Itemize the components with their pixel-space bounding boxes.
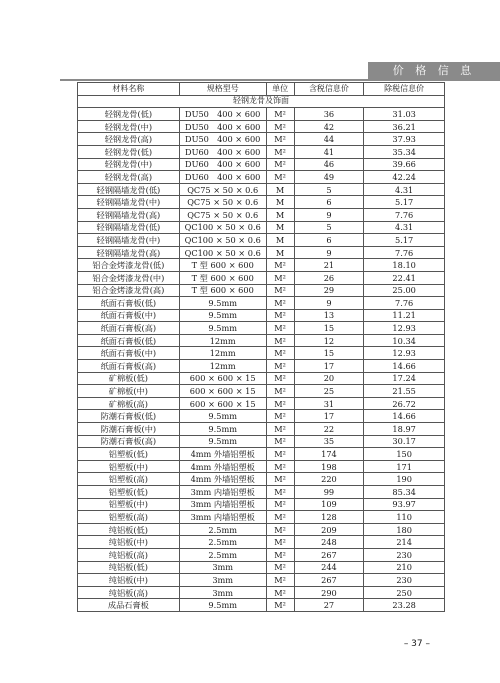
price-without-tax-cell: 5.17 xyxy=(364,234,445,247)
spec-cell: 3mm 内墙铝塑板 xyxy=(179,498,266,511)
price-without-tax-cell: 18.97 xyxy=(364,423,445,436)
table-row xyxy=(78,360,445,373)
price-without-tax-cell: 12.93 xyxy=(364,322,445,335)
material-name-cell: 纯铝板(中) xyxy=(78,536,180,549)
table-row xyxy=(78,208,445,221)
unit-cell: M² xyxy=(266,372,294,385)
spec-cell: 9.5mm xyxy=(179,410,266,423)
unit-cell: M² xyxy=(266,385,294,398)
table-row xyxy=(78,498,445,511)
unit-cell: M xyxy=(266,246,294,259)
table-row xyxy=(78,435,445,448)
spec-cell: 9.5mm xyxy=(179,423,266,436)
material-name-cell: 矿棉板(低) xyxy=(78,372,180,385)
price-with-tax-cell: 174 xyxy=(294,448,364,461)
material-name-cell: 防潮石膏板(低) xyxy=(78,410,180,423)
spec-cell: 4mm 外墙铝塑板 xyxy=(179,448,266,461)
spec-cell: 2.5mm xyxy=(179,536,266,549)
spec-cell: 3mm xyxy=(179,586,266,599)
table-row xyxy=(78,334,445,347)
table-row xyxy=(78,486,445,499)
spec-cell: 12mm xyxy=(179,360,266,373)
price-with-tax-cell: 20 xyxy=(294,372,364,385)
spec-cell: 9.5mm xyxy=(179,309,266,322)
spec-cell: 9.5mm xyxy=(179,435,266,448)
price-without-tax-cell: 180 xyxy=(364,523,445,536)
material-name-cell: 轻钢隔墙龙骨(中) xyxy=(78,234,180,247)
price-without-tax-cell: 18.10 xyxy=(364,259,445,272)
material-name-cell: 轻钢隔墙龙骨(高) xyxy=(78,208,180,221)
table-row xyxy=(78,221,445,234)
price-with-tax-cell: 9 xyxy=(294,297,364,310)
unit-cell: M² xyxy=(266,259,294,272)
price-with-tax-cell: 109 xyxy=(294,498,364,511)
price-without-tax-cell: 17.24 xyxy=(364,372,445,385)
price-with-tax-cell: 6 xyxy=(294,196,364,209)
price-with-tax-cell: 31 xyxy=(294,397,364,410)
unit-cell: M² xyxy=(266,297,294,310)
material-name-cell: 轻钢龙骨(低) xyxy=(78,145,180,158)
table-row xyxy=(78,158,445,171)
table-row xyxy=(78,284,445,297)
price-without-tax-cell: 36.21 xyxy=(364,120,445,133)
spec-cell: DU50 400 × 600 xyxy=(179,120,266,133)
unit-cell: M² xyxy=(266,347,294,360)
material-name-cell: 轻钢龙骨(中) xyxy=(78,158,180,171)
price-with-tax-cell: 15 xyxy=(294,347,364,360)
price-table xyxy=(77,82,445,612)
price-without-tax-cell: 26.72 xyxy=(364,397,445,410)
unit-cell: M² xyxy=(266,561,294,574)
price-with-tax-cell: 15 xyxy=(294,322,364,335)
material-name-cell: 纸面石膏板(高) xyxy=(78,360,180,373)
material-name-cell: 成品石膏板 xyxy=(78,599,180,612)
price-with-tax-cell: 267 xyxy=(294,548,364,561)
column-header: 除税信息价 xyxy=(364,83,445,96)
table-row xyxy=(78,561,445,574)
material-name-cell: 纯铝板(低) xyxy=(78,523,180,536)
price-with-tax-cell: 267 xyxy=(294,574,364,587)
material-name-cell: 铝塑板(低) xyxy=(78,448,180,461)
price-without-tax-cell: 11.21 xyxy=(364,309,445,322)
price-without-tax-cell: 190 xyxy=(364,473,445,486)
price-without-tax-cell: 5.17 xyxy=(364,196,445,209)
price-with-tax-cell: 42 xyxy=(294,120,364,133)
header-divider xyxy=(60,79,500,81)
unit-cell: M xyxy=(266,234,294,247)
price-with-tax-cell: 6 xyxy=(294,234,364,247)
price-with-tax-cell: 220 xyxy=(294,473,364,486)
price-without-tax-cell: 4.31 xyxy=(364,183,445,196)
spec-cell: QC100 × 50 × 0.6 xyxy=(179,221,266,234)
material-name-cell: 纸面石膏板(高) xyxy=(78,322,180,335)
price-with-tax-cell: 49 xyxy=(294,171,364,184)
material-name-cell: 防潮石膏板(中) xyxy=(78,423,180,436)
spec-cell: QC75 × 50 × 0.6 xyxy=(179,196,266,209)
spec-cell: 600 × 600 × 15 xyxy=(179,397,266,410)
spec-cell: 9.5mm xyxy=(179,297,266,310)
price-without-tax-cell: 150 xyxy=(364,448,445,461)
table-row xyxy=(78,536,445,549)
table-row xyxy=(78,271,445,284)
unit-cell: M² xyxy=(266,435,294,448)
material-name-cell: 铝塑板(高) xyxy=(78,511,180,524)
table-row xyxy=(78,309,445,322)
price-without-tax-cell: 21.55 xyxy=(364,385,445,398)
price-with-tax-cell: 9 xyxy=(294,208,364,221)
price-with-tax-cell: 17 xyxy=(294,360,364,373)
spec-cell: 4mm 外墙铝塑板 xyxy=(179,473,266,486)
price-without-tax-cell: 110 xyxy=(364,511,445,524)
price-without-tax-cell: 14.66 xyxy=(364,410,445,423)
spec-cell: 2.5mm xyxy=(179,523,266,536)
unit-cell: M² xyxy=(266,322,294,335)
table-row xyxy=(78,120,445,133)
unit-cell: M² xyxy=(266,284,294,297)
material-name-cell: 轻钢龙骨(高) xyxy=(78,171,180,184)
unit-cell: M² xyxy=(266,448,294,461)
spec-cell: T 型 600 × 600 xyxy=(179,284,266,297)
price-without-tax-cell: 23.28 xyxy=(364,599,445,612)
material-name-cell: 矿棉板(中) xyxy=(78,385,180,398)
price-with-tax-cell: 99 xyxy=(294,486,364,499)
table-row xyxy=(78,473,445,486)
material-name-cell: 铝塑板(中) xyxy=(78,498,180,511)
spec-cell: DU60 400 × 600 xyxy=(179,145,266,158)
unit-cell: M² xyxy=(266,410,294,423)
table-row xyxy=(78,108,445,121)
table-row xyxy=(78,385,445,398)
table-row xyxy=(78,246,445,259)
price-without-tax-cell: 25.00 xyxy=(364,284,445,297)
material-name-cell: 轻钢龙骨(中) xyxy=(78,120,180,133)
spec-cell: 9.5mm xyxy=(179,599,266,612)
spec-cell: 4mm 外墙铝塑板 xyxy=(179,460,266,473)
material-name-cell: 铝合金烤漆龙骨(高) xyxy=(78,284,180,297)
material-name-cell: 纯铝板(高) xyxy=(78,548,180,561)
table-row xyxy=(78,171,445,184)
price-without-tax-cell: 210 xyxy=(364,561,445,574)
spec-cell: QC100 × 50 × 0.6 xyxy=(179,234,266,247)
material-name-cell: 铝合金烤漆龙骨(中) xyxy=(78,271,180,284)
price-with-tax-cell: 25 xyxy=(294,385,364,398)
section-row xyxy=(78,95,445,108)
price-without-tax-cell: 4.31 xyxy=(364,221,445,234)
material-name-cell: 轻钢龙骨(高) xyxy=(78,133,180,146)
material-name-cell: 防潮石膏板(高) xyxy=(78,435,180,448)
table-row xyxy=(78,448,445,461)
price-with-tax-cell: 198 xyxy=(294,460,364,473)
table-row xyxy=(78,372,445,385)
table-row xyxy=(78,347,445,360)
price-with-tax-cell: 5 xyxy=(294,221,364,234)
section-heading: 轻钢龙骨及饰面 xyxy=(78,95,445,108)
unit-cell: M² xyxy=(266,574,294,587)
material-name-cell: 纯铝板(高) xyxy=(78,586,180,599)
unit-cell: M² xyxy=(266,486,294,499)
table-row xyxy=(78,297,445,310)
section-title-tab: 价 格 信 息 xyxy=(368,62,500,80)
unit-cell: M xyxy=(266,221,294,234)
price-with-tax-cell: 12 xyxy=(294,334,364,347)
table-row xyxy=(78,423,445,436)
unit-cell: M² xyxy=(266,536,294,549)
unit-cell: M² xyxy=(266,145,294,158)
unit-cell: M² xyxy=(266,171,294,184)
spec-cell: QC75 × 50 × 0.6 xyxy=(179,208,266,221)
material-name-cell: 轻钢隔墙龙骨(中) xyxy=(78,196,180,209)
price-without-tax-cell: 214 xyxy=(364,536,445,549)
table-row xyxy=(78,259,445,272)
unit-cell: M² xyxy=(266,423,294,436)
price-without-tax-cell: 93.97 xyxy=(364,498,445,511)
spec-cell: 3mm 内墙铝塑板 xyxy=(179,511,266,524)
unit-cell: M² xyxy=(266,523,294,536)
material-name-cell: 铝塑板(中) xyxy=(78,460,180,473)
table-row xyxy=(78,183,445,196)
spec-cell: QC75 × 50 × 0.6 xyxy=(179,183,266,196)
price-without-tax-cell: 31.03 xyxy=(364,108,445,121)
spec-cell: 12mm xyxy=(179,334,266,347)
spec-cell: T 型 600 × 600 xyxy=(179,271,266,284)
spec-cell: 3mm xyxy=(179,574,266,587)
price-with-tax-cell: 244 xyxy=(294,561,364,574)
table-row xyxy=(78,234,445,247)
spec-cell: 3mm 内墙铝塑板 xyxy=(179,486,266,499)
price-without-tax-cell: 14.66 xyxy=(364,360,445,373)
price-with-tax-cell: 36 xyxy=(294,108,364,121)
spec-cell: 600 × 600 × 15 xyxy=(179,372,266,385)
unit-cell: M² xyxy=(266,360,294,373)
unit-cell: M² xyxy=(266,586,294,599)
table-row xyxy=(78,511,445,524)
material-name-cell: 纯铝板(中) xyxy=(78,574,180,587)
price-with-tax-cell: 17 xyxy=(294,410,364,423)
price-without-tax-cell: 230 xyxy=(364,574,445,587)
price-without-tax-cell: 12.93 xyxy=(364,347,445,360)
material-name-cell: 纸面石膏板(中) xyxy=(78,309,180,322)
price-with-tax-cell: 46 xyxy=(294,158,364,171)
price-with-tax-cell: 35 xyxy=(294,435,364,448)
material-name-cell: 铝塑板(高) xyxy=(78,473,180,486)
table-row xyxy=(78,586,445,599)
price-with-tax-cell: 5 xyxy=(294,183,364,196)
spec-cell: 600 × 600 × 15 xyxy=(179,385,266,398)
material-name-cell: 铝塑板(低) xyxy=(78,486,180,499)
price-with-tax-cell: 26 xyxy=(294,271,364,284)
table-row xyxy=(78,523,445,536)
spec-cell: DU50 400 × 600 xyxy=(179,108,266,121)
unit-cell: M xyxy=(266,196,294,209)
spec-cell: 2.5mm xyxy=(179,548,266,561)
price-without-tax-cell: 37.93 xyxy=(364,133,445,146)
unit-cell: M² xyxy=(266,271,294,284)
price-without-tax-cell: 35.34 xyxy=(364,145,445,158)
unit-cell: M² xyxy=(266,548,294,561)
table-row xyxy=(78,397,445,410)
unit-cell: M² xyxy=(266,108,294,121)
price-with-tax-cell: 290 xyxy=(294,586,364,599)
table-row xyxy=(78,599,445,612)
unit-cell: M² xyxy=(266,599,294,612)
price-without-tax-cell: 230 xyxy=(364,548,445,561)
unit-cell: M² xyxy=(266,498,294,511)
column-header: 规格型号 xyxy=(179,83,266,96)
material-name-cell: 轻钢龙骨(低) xyxy=(78,108,180,121)
material-name-cell: 轻钢隔墙龙骨(低) xyxy=(78,183,180,196)
table-row xyxy=(78,196,445,209)
spec-cell: T 型 600 × 600 xyxy=(179,259,266,272)
material-name-cell: 轻钢隔墙龙骨(低) xyxy=(78,221,180,234)
price-with-tax-cell: 13 xyxy=(294,309,364,322)
unit-cell: M² xyxy=(266,120,294,133)
price-without-tax-cell: 10.34 xyxy=(364,334,445,347)
column-header: 材料名称 xyxy=(78,83,180,96)
price-without-tax-cell: 30.17 xyxy=(364,435,445,448)
unit-cell: M xyxy=(266,183,294,196)
table-row xyxy=(78,322,445,335)
page-number: – 37 – xyxy=(403,639,430,649)
price-without-tax-cell: 85.34 xyxy=(364,486,445,499)
unit-cell: M² xyxy=(266,473,294,486)
table-row xyxy=(78,133,445,146)
material-name-cell: 纸面石膏板(低) xyxy=(78,297,180,310)
price-with-tax-cell: 22 xyxy=(294,423,364,436)
price-with-tax-cell: 9 xyxy=(294,246,364,259)
price-with-tax-cell: 29 xyxy=(294,284,364,297)
table-row xyxy=(78,574,445,587)
price-with-tax-cell: 27 xyxy=(294,599,364,612)
price-with-tax-cell: 209 xyxy=(294,523,364,536)
unit-cell: M² xyxy=(266,158,294,171)
spec-cell: 9.5mm xyxy=(179,322,266,335)
price-without-tax-cell: 7.76 xyxy=(364,297,445,310)
table-row xyxy=(78,548,445,561)
material-name-cell: 纸面石膏板(低) xyxy=(78,334,180,347)
spec-cell: 3mm xyxy=(179,561,266,574)
price-without-tax-cell: 250 xyxy=(364,586,445,599)
table-row xyxy=(78,410,445,423)
price-without-tax-cell: 7.76 xyxy=(364,208,445,221)
column-header: 单位 xyxy=(266,83,294,96)
unit-cell: M² xyxy=(266,460,294,473)
table-row xyxy=(78,145,445,158)
price-without-tax-cell: 39.66 xyxy=(364,158,445,171)
price-without-tax-cell: 22.41 xyxy=(364,271,445,284)
price-without-tax-cell: 7.76 xyxy=(364,246,445,259)
material-name-cell: 纯铝板(低) xyxy=(78,561,180,574)
spec-cell: QC100 × 50 × 0.6 xyxy=(179,246,266,259)
column-header: 含税信息价 xyxy=(294,83,364,96)
price-with-tax-cell: 44 xyxy=(294,133,364,146)
price-with-tax-cell: 248 xyxy=(294,536,364,549)
unit-cell: M² xyxy=(266,133,294,146)
unit-cell: M² xyxy=(266,511,294,524)
spec-cell: DU50 400 × 600 xyxy=(179,133,266,146)
price-without-tax-cell: 42.24 xyxy=(364,171,445,184)
unit-cell: M² xyxy=(266,309,294,322)
spec-cell: DU60 400 × 600 xyxy=(179,158,266,171)
spec-cell: 12mm xyxy=(179,347,266,360)
price-without-tax-cell: 171 xyxy=(364,460,445,473)
unit-cell: M xyxy=(266,208,294,221)
unit-cell: M² xyxy=(266,397,294,410)
price-with-tax-cell: 21 xyxy=(294,259,364,272)
table-row xyxy=(78,460,445,473)
spec-cell: DU60 400 × 600 xyxy=(179,171,266,184)
material-name-cell: 矿棉板(高) xyxy=(78,397,180,410)
material-name-cell: 纸面石膏板(中) xyxy=(78,347,180,360)
material-name-cell: 铝合金烤漆龙骨(低) xyxy=(78,259,180,272)
material-name-cell: 轻钢隔墙龙骨(高) xyxy=(78,246,180,259)
table-header-row xyxy=(78,83,445,96)
unit-cell: M² xyxy=(266,334,294,347)
price-with-tax-cell: 128 xyxy=(294,511,364,524)
price-with-tax-cell: 41 xyxy=(294,145,364,158)
